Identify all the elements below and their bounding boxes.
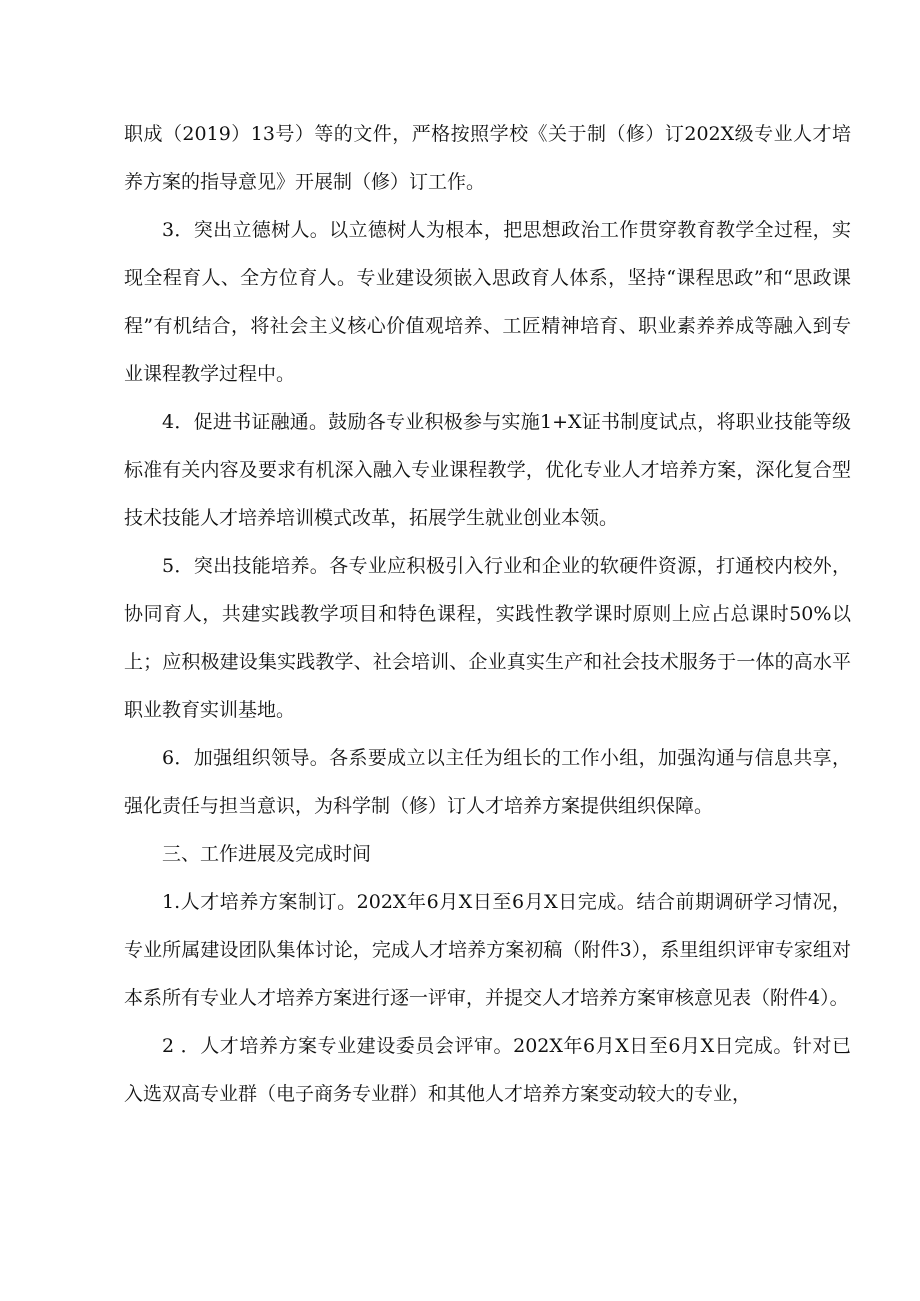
- paragraph-continuation: 职成（2019）13号）等的文件，严格按照学校《关于制（修）订202X级专业人才培养方案的指导意见》开展制（修）订工作。: [124, 123, 851, 193]
- paragraph-organization-leadership: 6．加强组织领导。各系要成立以主任为组长的工作小组，加强沟通与信息共享，强化责任与担当意识，为科学制（修）订人才培养方案提供组织保障。: [124, 747, 851, 817]
- paragraph-skill-training: 5．突出技能培养。各专业应积极引入行业和企业的软硬件资源，打通校内校外，协同育人，共建实践教学项目和特色课程，实践性教学课时原则上应占总课时50%以上；应积极建设集实践教学、社会培训、企业真实生产和社会技术服务于一体的高水平职业教育实训基地。: [124, 555, 851, 721]
- progress-item-1: 1.人才培养方案制订。202X年6月X日至6月X日完成。结合前期调研学习情况，专业所属建设团队集体讨论，完成人才培养方案初稿（附件3），系里组织评审专家组对本系所有专业人才培养方案进行逐一评审，并提交人才培养方案审核意见表（附件4）。: [124, 891, 851, 1009]
- progress-item-2: 2 ．人才培养方案专业建设委员会评审。202X年6月X日至6月X日完成。针对已入选双高专业群（电子商务专业群）和其他人才培养方案变动较大的专业，: [124, 1035, 851, 1105]
- document-body: [124, 110, 851, 1118]
- paragraph-certificate-integration: 4．促进书证融通。鼓励各专业积极参与实施1+X证书制度试点，将职业技能等级标准有关内容及要求有机深入融入专业课程教学，优化专业人才培养方案，深化复合型技术技能人才培养培训模式改革，拓展学生就业创业本领。: [124, 411, 851, 529]
- paragraph-moral-education: 3．突出立德树人。以立德树人为根本，把思想政治工作贯穿教育教学全过程，实现全程育人、全方位育人。专业建设须嵌入思政育人体系，坚持“课程思政”和“思政课程”有机结合，将社会主义核心价值观培养、工匠精神培育、职业素养养成等融入到专业课程教学过程中。: [124, 219, 851, 385]
- section-heading: 三、工作进展及完成时间: [162, 843, 372, 865]
